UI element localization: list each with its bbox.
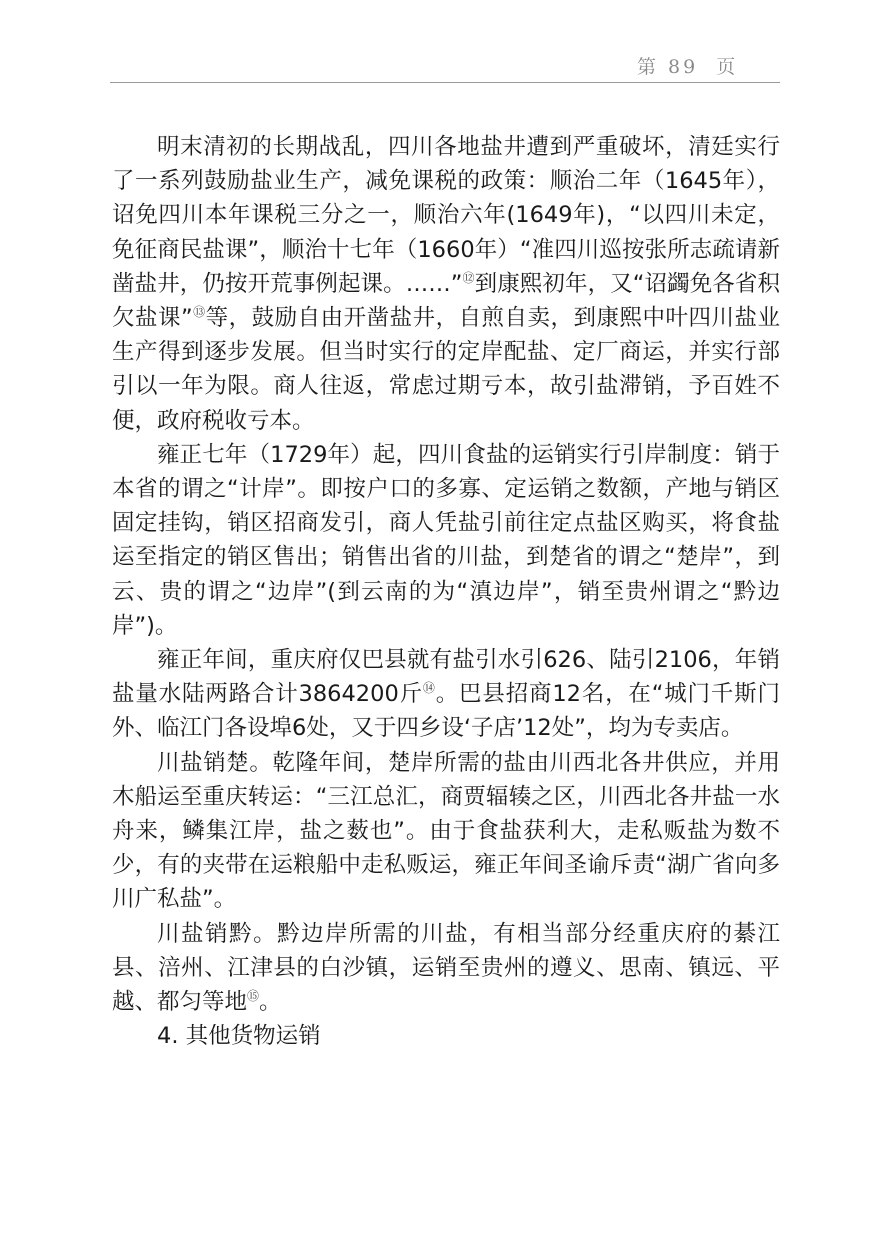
paragraph-text: 等，鼓励自由开凿盐井，自煎自卖，到康熙中叶四川盐业生产得到逐步发展。但当时实行的定岸配盐、定厂商运，并实行部引以一年为限。商人往返，常虑过期亏本，故引盐滞销，予百姓不便，政府税收亏本。 xyxy=(112,305,780,434)
paragraph-5 xyxy=(112,917,780,1020)
footnote-ref-15[interactable]: ⑮ xyxy=(247,989,260,1004)
paragraph-text: 。 xyxy=(259,989,282,1016)
header-divider xyxy=(110,82,780,83)
footnote-ref-13[interactable]: ⑬ xyxy=(192,305,206,320)
paragraph-2 xyxy=(112,438,780,643)
page-number: 第 89 页 xyxy=(637,56,739,78)
paragraph-text: 雍正年间，重庆府仅巴县就有盐引水引626、陆引2106，年销盐量水陆两路合计3864200斤 xyxy=(112,647,780,708)
footnote-ref-14[interactable]: ⑭ xyxy=(422,681,436,696)
footnote-ref-12[interactable]: ⑫ xyxy=(462,270,475,285)
paragraph-3 xyxy=(112,643,780,746)
paragraph-text: 。巴县招商12名，在“城门千斯门外、临江门各设埠6处，又于四乡设‘子店’12处”，均为专卖店。 xyxy=(112,681,780,742)
paragraph-text: 川盐销楚。乾隆年间，楚岸所需的盐由川西北各井供应，并用木船运至重庆转运：“三江总汇，商贾辐辏之区，川西北各井盐一水舟来，鳞集江岸，盐之薮也”。由于食盐获利大，走私贩盐为数不少，有的夹带在运粮船中走私贩运，雍正年间圣谕斥责“湖广省向多川广私盐”。 xyxy=(112,749,780,913)
body-text xyxy=(112,130,780,1053)
paragraph-text: 明末清初的长期战乱，四川各地盐井遭到严重破坏，清廷实行了一系列鼓励盐业生产，减免课税的政策：顺治二年（1645年），诏免四川本年课税三分之一，顺治六年(1649年)，“以四川未定，免征商民盐课”，顺治十七年（1660年）“准四川巡按张所志疏请新凿盐井，仍按开荒事例起课。……” xyxy=(112,134,780,297)
paragraph-1 xyxy=(112,130,780,438)
paragraph-4 xyxy=(112,746,780,917)
paragraph-text: 川盐销黔。黔边岸所需的川盐，有相当部分经重庆府的綦江县、涪州、江津县的白沙镇，运销至贵州的遵义、思南、镇远、平越、都匀等地 xyxy=(112,920,780,1016)
paragraph-text: 雍正七年（1729年）起，四川食盐的运销实行引岸制度：销于本省的谓之“计岸”。即按户口的多寡、定运销之数额，产地与销区固定挂钩，销区招商发引，商人凭盐引前往定点盐区购买，将食盐运至指定的销区售出；销售出省的川盐，到楚省的谓之“楚岸”，到云、贵的谓之“边岸”(到云南的为“滇边岸”，销至贵州谓之“黔边岸”)。 xyxy=(112,441,780,639)
paragraph-text: 到康熙初年，又“诏蠲免各省积欠盐课” xyxy=(112,270,780,332)
section-heading: 4. 其他货物运销 xyxy=(157,1023,321,1050)
